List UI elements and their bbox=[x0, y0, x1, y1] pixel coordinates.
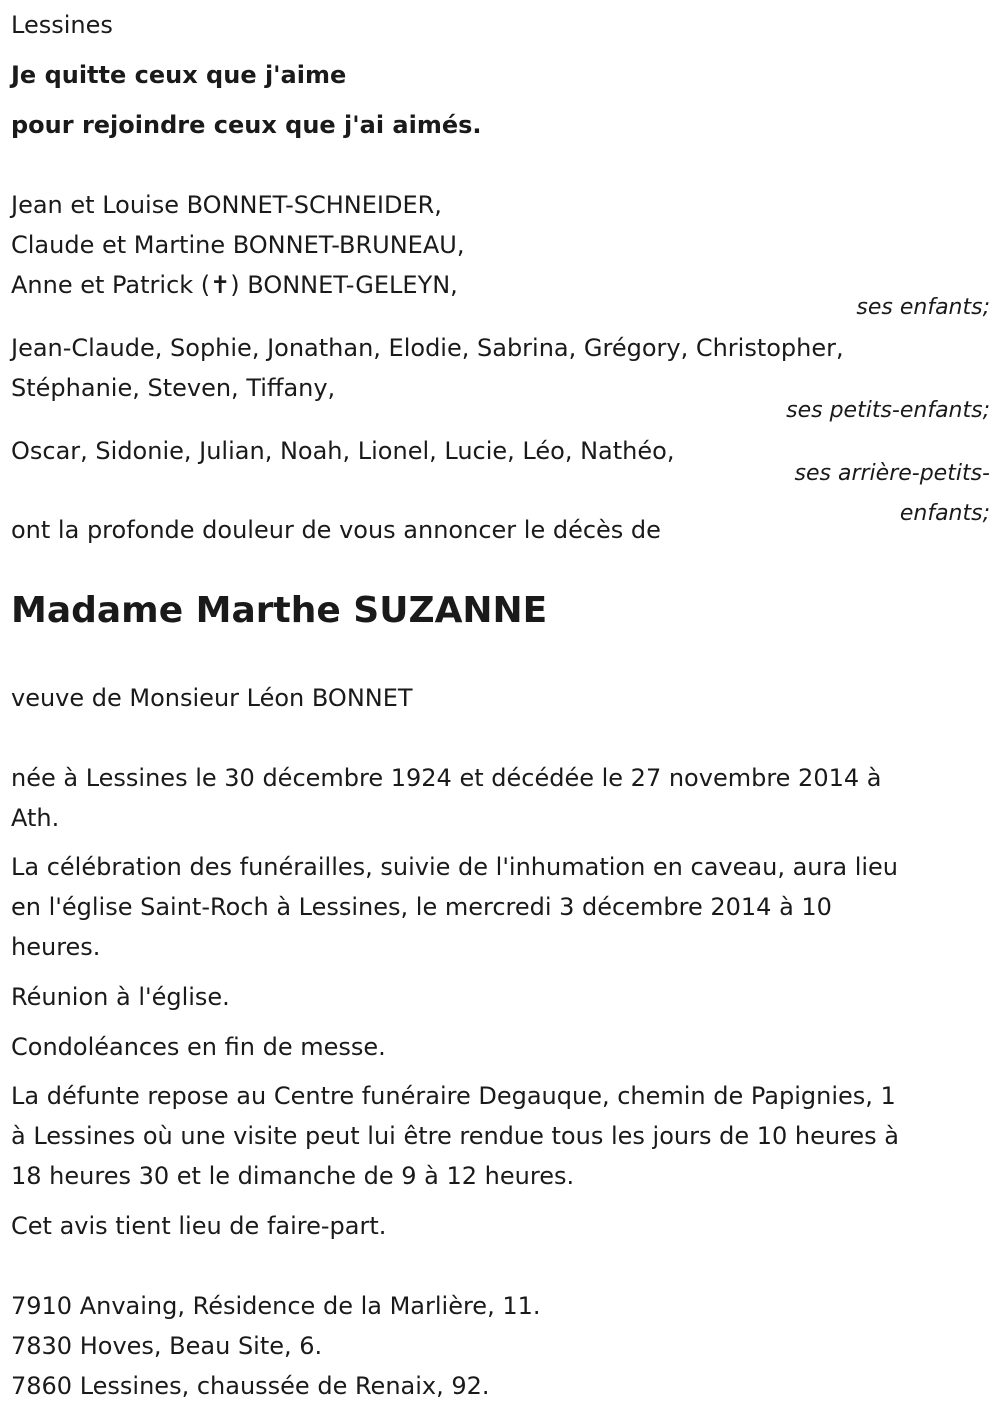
grandchildren-line-1: Jean-Claude, Sophie, Jonathan, Elodie, Sabrina, Grégory, Christopher, bbox=[11, 334, 844, 362]
widow-of: veuve de Monsieur Léon BONNET bbox=[11, 684, 413, 712]
meeting: Réunion à l'église. bbox=[11, 983, 230, 1011]
child-line-2: Claude et Martine BONNET-BRUNEAU, bbox=[11, 231, 465, 259]
funeral-line-3: heures. bbox=[11, 933, 101, 961]
deceased-name: Madame Marthe SUZANNE bbox=[11, 590, 548, 631]
address-3: 7860 Lessines, chaussée de Renaix, 92. bbox=[11, 1372, 490, 1400]
viewing-line-2: à Lessines où une visite peut lui être rendue tous les jours de 10 heures à bbox=[11, 1122, 900, 1150]
great-grandchildren-role-2: enfants; bbox=[899, 501, 990, 526]
quote-line-2: pour rejoindre ceux que j'ai aimés. bbox=[11, 111, 482, 139]
birth-death-line-1: née à Lessines le 30 décembre 1924 et décédée le 27 novembre 2014 à bbox=[11, 764, 882, 792]
condolences: Condoléances en fin de messe. bbox=[11, 1033, 386, 1061]
notice: Cet avis tient lieu de faire-part. bbox=[11, 1212, 387, 1240]
address-2: 7830 Hoves, Beau Site, 6. bbox=[11, 1332, 323, 1360]
grandchildren-role: ses petits-enfants; bbox=[786, 398, 990, 423]
announcement: ont la profonde douleur de vous annoncer le décès de bbox=[11, 516, 661, 544]
great-grandchildren-line-1: Oscar, Sidonie, Julian, Noah, Lionel, Lucie, Léo, Nathéo, bbox=[11, 437, 675, 465]
child-line-3: Anne et Patrick (✝) BONNET-GELEYN, bbox=[11, 271, 458, 299]
funeral-line-1: La célébration des funérailles, suivie de l'inhumation en caveau, aura lieu bbox=[11, 853, 899, 881]
viewing-line-1: La défunte repose au Centre funéraire Degauque, chemin de Papignies, 1 bbox=[11, 1082, 896, 1110]
address-1: 7910 Anvaing, Résidence de la Marlière, 11. bbox=[11, 1292, 541, 1320]
child-line-1: Jean et Louise BONNET-SCHNEIDER, bbox=[11, 191, 442, 219]
great-grandchildren-role-1: ses arrière-petits- bbox=[794, 461, 990, 486]
funeral-line-2: en l'église Saint-Roch à Lessines, le mercredi 3 décembre 2014 à 10 bbox=[11, 893, 832, 921]
children-role: ses enfants; bbox=[856, 295, 990, 320]
location: Lessines bbox=[11, 11, 113, 39]
grandchildren-line-2: Stéphanie, Steven, Tiffany, bbox=[11, 374, 336, 402]
quote-line-1: Je quitte ceux que j'aime bbox=[11, 61, 347, 89]
viewing-line-3: 18 heures 30 et le dimanche de 9 à 12 heures. bbox=[11, 1162, 575, 1190]
birth-death-line-2: Ath. bbox=[11, 804, 60, 832]
